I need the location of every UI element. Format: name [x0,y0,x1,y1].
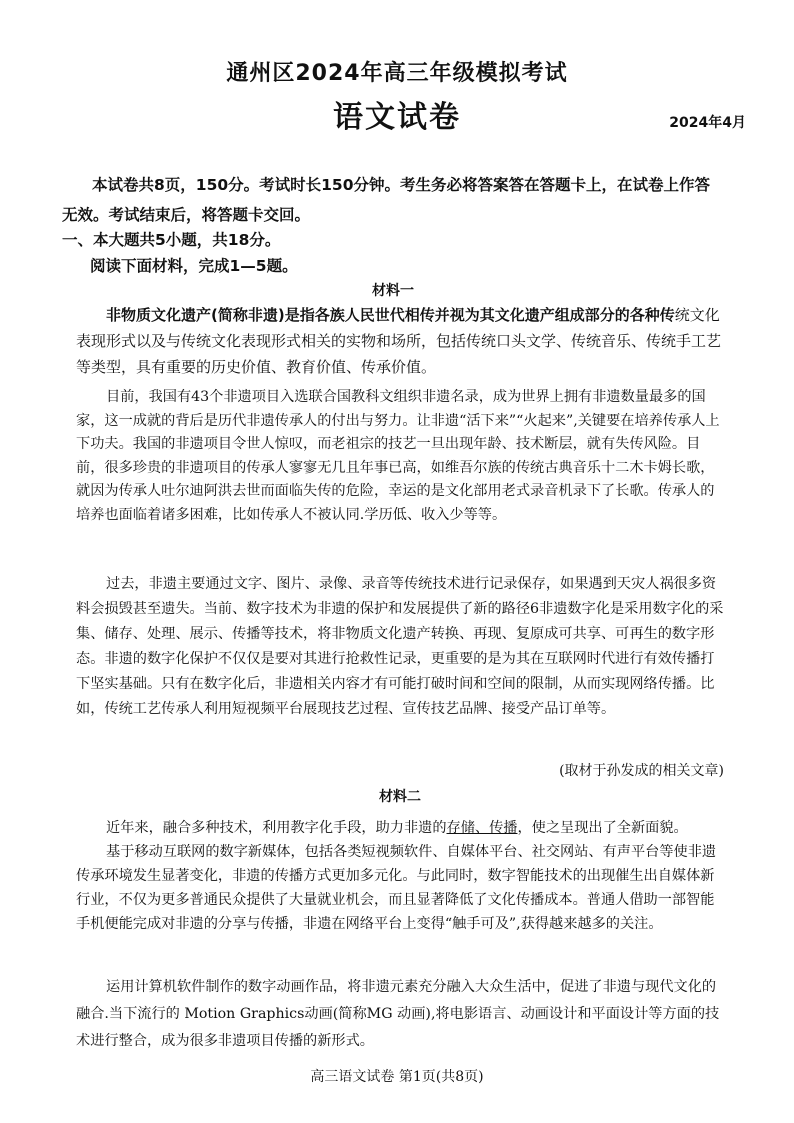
material1-definition: 非物质文化遗产(简称非遗)是指各族人民世代相传并视为其文化遗产组成部分的各种传 [106,306,675,324]
page-footer: 高三语文试卷 第1页(共8页) [310,1069,484,1085]
exam-date: 2024年4月 [669,115,746,131]
material2-para2: 基于移动互联网的数字新媒体，包括各类短视频软件、自媒体平台、社交网站、有声平台等使非遗传承环境发生显著变化，非遗的传播方式更加多元化。与此同时，数字智能技术的出现催生出自媒体新行业，不仅为更多普通民众提供了大量就业机会，而且显著降低了文化传播成本。普通人借助一部智能手机便能完成对非遗的分享与传播，非遗在网络平台上变得“触手可及”,获得越来越多的关注。 [76,844,717,932]
underlined-phrase: 存储、传播 [446,820,518,836]
material1-label: 材料一 [372,283,414,299]
material1-para1 [76,302,724,380]
material2-para1-post: ，使之呈现出了全新面貌。 [517,820,688,836]
material2-para1-pre: 近年来，融合多种技术，利用教字化手段，助力非遗的 [106,820,447,836]
exam-title: 通州区2024年高三年级模拟考试 [226,61,568,86]
material1-para3: 过去，非遗主要通过文字、图片、录像、录音等传统技术进行记录保存，如果遇到天灾人祸很多资料会损毁甚至遗失。当前、数字技术为非遗的保护和发展提供了新的路径6非遗数字化是采用数字化的采集、储存、处理、展示、传播等技术，将非物质文化遗产转换、再现、复原成可共享、可再生的数字形态。非遗的数字化保护不仅仅是要对其进行抢救性记录，更重要的是为其在互联网时代进行有效传播打下坚实基础。只有在数字化后，非遗相关内容才有可能打破时间和空间的限制，从而实现网络传播。比如，传统工艺传承人利用短视频平台展现技艺过程、宣传技艺品牌、接受产品订单等。 [76,576,724,717]
material2-label: 材料二 [379,789,421,805]
instructions: 本试卷共8页，150分。考试时长150分钟。考生务必将答案答在答题卡上，在试卷上作答无效。考试结束后，将答题卡交回。 [62,176,710,224]
material1-source: (取材于孙发成的相关文章) [559,763,724,779]
material1-para2: 目前，我国有43个非遗项目入选联合国教科文组织非遗名录，成为世界上拥有非遗数量最多的国家，这一成就的背后是历代非遗传承人的付出与努力。让非遗“活下来”“火起来”,关键要在培养传承人上下功夫。我国的非遗项目令世人惊叹，而老祖宗的技艺一旦出现年龄、技术断层，就有失传风险。目前，很多珍贵的非遗项目的传承人寥寥无几且年事已高，如维吾尔族的传统古典音乐十二木卡姆长歌，就因为传承人吐尔迪阿洪去世而面临失传的危险，幸运的是文化部用老式录音机录下了长歌。传承人的培养也面临着诸多困难，比如传承人不被认同.学历低、收入少等等。 [76,389,720,523]
section-heading: 一、本大题共5小题，共18分。 [62,231,281,249]
material1-para1-rest: 统文化表现形式以及与传统文化表现形式相关的实物和场所，包括传统口头文学、传统音乐、传统手工艺等类型，具有重要的历史价值、教育价值、传承价值。 [76,306,722,376]
exam-subtitle: 语文试卷 [333,100,461,135]
section-directive: 阅读下面材料，完成1—5题。 [90,257,298,275]
material2-para1 [76,816,724,840]
material2-para3: 运用计算机软件制作的数字动画作品，将非遗元素充分融入大众生活中，促进了非遗与现代文化的融合.当下流行的 Motion Graphics动画(简称MG 动画),将电影语言、动画设计和平面设计等方面的技术进行整合，成为很多非遗项目传播的新形式。 [76,979,720,1049]
